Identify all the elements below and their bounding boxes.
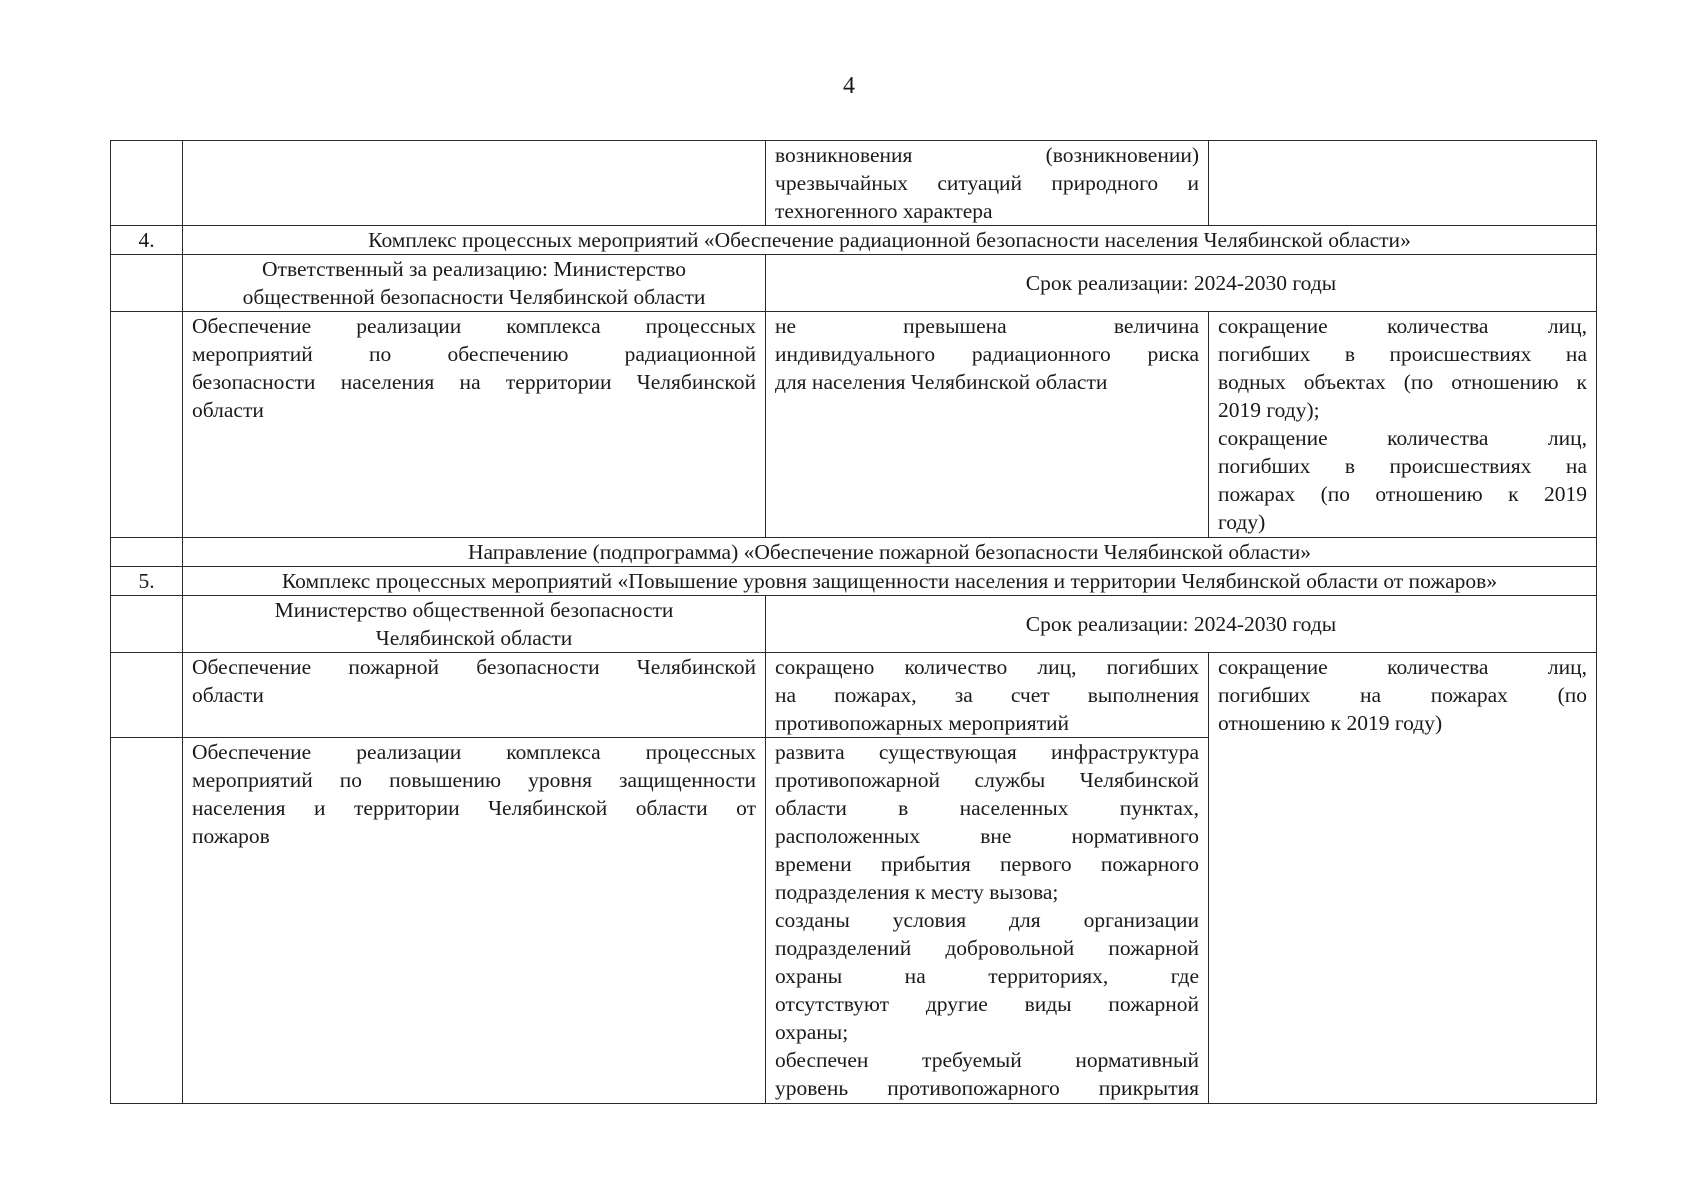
effect-cell (766, 653, 1209, 738)
row-number-cell (111, 596, 183, 653)
text-line: пожаров (192, 824, 270, 848)
text-line: Ответственный за реализацию: Министерство (262, 257, 686, 281)
table-row (111, 596, 1597, 653)
measures-table (110, 140, 1597, 1104)
text-line: сокращено количество лиц, погибших (775, 655, 1199, 679)
text-line: развита существующая инфраструктура (775, 740, 1199, 764)
page-number: 4 (843, 73, 855, 99)
term-cell: Срок реализации: 2024-2030 годы (766, 596, 1597, 653)
text-line: безопасности населения на территории Челябинской (192, 370, 756, 394)
text-line: общественной безопасности Челябинской области (242, 285, 706, 309)
text-line: индивидуального радиационного риска (775, 342, 1199, 366)
text-line: Обеспечение реализации комплекса процессных (192, 314, 756, 338)
text-line: погибших в происшествиях на (1218, 454, 1587, 478)
row-number-cell (111, 538, 183, 567)
table-row (111, 538, 1597, 567)
section-title: Комплекс процессных мероприятий «Обеспечение радиационной безопасности населения Челябинской области» (183, 226, 1597, 255)
text-line: пожарах (по отношению к 2019 (1218, 482, 1587, 506)
text-line: подразделения к месту вызова; (775, 880, 1059, 904)
text-line: области (192, 398, 264, 422)
responsible-cell (183, 596, 766, 653)
table-row (111, 141, 1597, 226)
text-line: чрезвычайных ситуаций природного и (775, 171, 1199, 195)
task-cell (183, 312, 766, 538)
responsible-cell (183, 255, 766, 312)
text-line: уровень противопожарного прикрытия (775, 1076, 1199, 1100)
text-line: погибших на пожарах (по (1218, 683, 1587, 707)
text-line: созданы условия для организации (775, 908, 1199, 932)
indicator-cell (1209, 312, 1597, 538)
text-line: обеспечен требуемый нормативный (775, 1048, 1199, 1072)
table-row (111, 255, 1597, 312)
table-row (111, 312, 1597, 538)
row-number-cell (111, 255, 183, 312)
effect-cell (766, 312, 1209, 538)
text-line: подразделений добровольной пожарной (775, 936, 1199, 960)
effect-cell (766, 738, 1209, 1104)
text-line: противопожарной службы Челябинской (775, 768, 1199, 792)
text-line: противопожарных мероприятий (775, 711, 1070, 735)
text-line: Обеспечение реализации комплекса процессных (192, 740, 756, 764)
row-number-cell (111, 312, 183, 538)
text-line: области (192, 683, 264, 707)
row-number-cell (111, 141, 183, 226)
row-number-cell (111, 738, 183, 1104)
section-title: Комплекс процессных мероприятий «Повышение уровня защищенности населения и территории Челябинской области от пожаров» (183, 567, 1597, 596)
text-line: 2019 году); (1218, 398, 1320, 422)
text-line: году) (1218, 510, 1266, 534)
table-row (111, 567, 1597, 596)
text-line: на пожарах, за счет выполнения (775, 683, 1199, 707)
text-line: погибших в происшествиях на (1218, 342, 1587, 366)
table-row (111, 226, 1597, 255)
indicator-cell (1209, 141, 1597, 226)
text-line: области в населенных пунктах, (775, 796, 1199, 820)
text-line: мероприятий по повышению уровня защищенности (192, 768, 756, 792)
text-line: водных объектах (по отношению к (1218, 370, 1587, 394)
indicator-cell (1209, 653, 1597, 1104)
text-line: Обеспечение пожарной безопасности Челябинской (192, 655, 756, 679)
text-line: не превышена величина (775, 314, 1199, 338)
row-number-cell: 4. (111, 226, 183, 255)
text-line: техногенного характера (775, 199, 993, 223)
term-cell: Срок реализации: 2024-2030 годы (766, 255, 1597, 312)
text-line: для населения Челябинской области (775, 370, 1108, 394)
task-cell (183, 738, 766, 1104)
text-line: расположенных вне нормативного (775, 824, 1199, 848)
row-number-cell (111, 653, 183, 738)
text-line: отсутствуют другие виды пожарной (775, 992, 1199, 1016)
text-line: охраны; (775, 1020, 849, 1044)
table-row (111, 653, 1597, 738)
text-line: мероприятий по обеспечению радиационной (192, 342, 756, 366)
task-cell (183, 141, 766, 226)
text-line: сокращение количества лиц, (1218, 655, 1587, 679)
text-line: Министерство общественной безопасности (274, 598, 674, 622)
text-line: сокращение количества лиц, (1218, 426, 1587, 450)
text-line: сокращение количества лиц, (1218, 314, 1587, 338)
text-line: Челябинской области (375, 626, 573, 650)
text-line: охраны на территориях, где (775, 964, 1199, 988)
row-number-cell: 5. (111, 567, 183, 596)
effect-cell (766, 141, 1209, 226)
subprogram-title: Направление (подпрограмма) «Обеспечение пожарной безопасности Челябинской области» (183, 538, 1597, 567)
task-cell (183, 653, 766, 738)
text-line: населения и территории Челябинской области от (192, 796, 756, 820)
text-line: возникновения (возникновении) (775, 143, 1199, 167)
text-line: времени прибытия первого пожарного (775, 852, 1199, 876)
text-line: отношению к 2019 году) (1218, 711, 1443, 735)
